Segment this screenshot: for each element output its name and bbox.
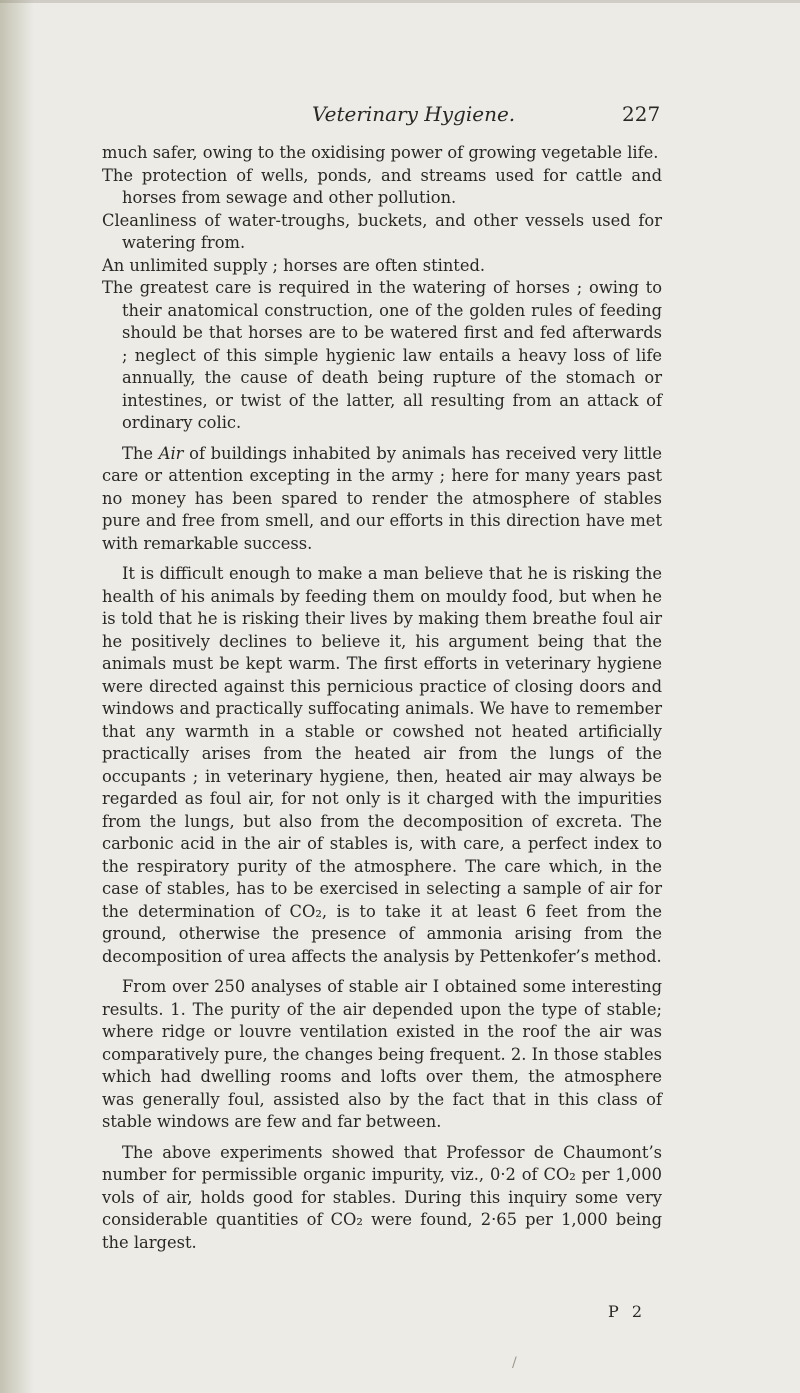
- running-title: Veterinary Hygiene.: [312, 102, 516, 126]
- page-header: [0, 102, 800, 132]
- list-entry: Cleanliness of water-troughs, buckets, and other vessels used for watering from.: [102, 210, 662, 252]
- body-text: [102, 142, 662, 1254]
- paragraph: The above experiments showed that Professor de Chaumont’s number for permissible organic impurity, viz., 0·2 of CO₂ per 1,000 vols of air, holds good for stables. During this inquiry some very considerable quantities of CO₂ were found, 2·65 per 1,000 being the largest.: [102, 1142, 662, 1252]
- paragraph-air-lead: The: [122, 443, 159, 463]
- paragraph-air-italic: Air: [158, 443, 184, 463]
- paragraph: It is difficult enough to make a man believe that he is risking the health of his animals by feeding them on mouldy food, but when he is told that he is risking their lives by making them breathe foul air he positively declines to believe it, his argument being that the animals must be kept warm. The first efforts in veterinary hygiene were directed against this pernicious practice of closing doors and windows and practically suffocating animals. We have to remember that any warmth in a stable or cowshed not heated artificially practically arises from the heated air from the lungs of the occupants ; in veterinary hygiene, then, heated air may always be regarded as foul air, for not only is it charged with the impurities from the lungs, but also from the decomposition of excreta. The carbonic acid in the air of stables is, with care, a perfect index to the respiratory purity of the atmosphere. The care which, in the case of stables, has to be exercised in selecting a sample of air for the determination of CO₂, is to take it at least 6 feet from the ground, otherwise the presence of ammonia arising from the decomposition of urea affects the analysis by Pettenkofer’s method.: [102, 564, 662, 966]
- signature-mark: P 2: [608, 1302, 647, 1321]
- binding-shadow: [0, 0, 34, 1393]
- stray-mark: /: [512, 1355, 517, 1371]
- paragraph-air-rest: of buildings inhabited by animals has received very little care or attention excepting in the army ; here for many years past no money has been spared to render the atmosphere of stables pure and free from smell, and our efforts in this direction have met with remarkable success.: [102, 443, 662, 553]
- page-number: 227: [622, 102, 661, 126]
- list-entry: An unlimited supply ; horses are often stinted.: [102, 255, 486, 275]
- list-entry: The greatest care is required in the watering of horses ; owing to their anatomical construction, one of the golden rules of feeding should be that horses are to be watered first and fed afterwards ; neglect of this simple hygienic law entails a heavy loss of life annually, the cause of death being rupture of the stomach or intestines, or twist of the latter, all resulting from an attack of ordinary colic.: [102, 278, 662, 432]
- list-entry: The protection of wells, ponds, and streams used for cattle and horses from sewage and other pollution.: [102, 165, 662, 207]
- paragraph: From over 250 analyses of stable air I obtained some interesting results. 1. The purity of the air depended upon the type of stable; where ridge or louvre ventilation existed in the roof the air was comparatively pure, the changes being frequent. 2. In those stables which had dwelling rooms and lofts over them, the atmosphere was generally foul, assisted also by the fact that in this class of stable windows are few and far between.: [102, 977, 662, 1131]
- paragraph-air: [102, 443, 662, 556]
- list-entry: much safer, owing to the oxidising power of growing vegetable life.: [102, 143, 659, 162]
- page-edge: [0, 0, 800, 3]
